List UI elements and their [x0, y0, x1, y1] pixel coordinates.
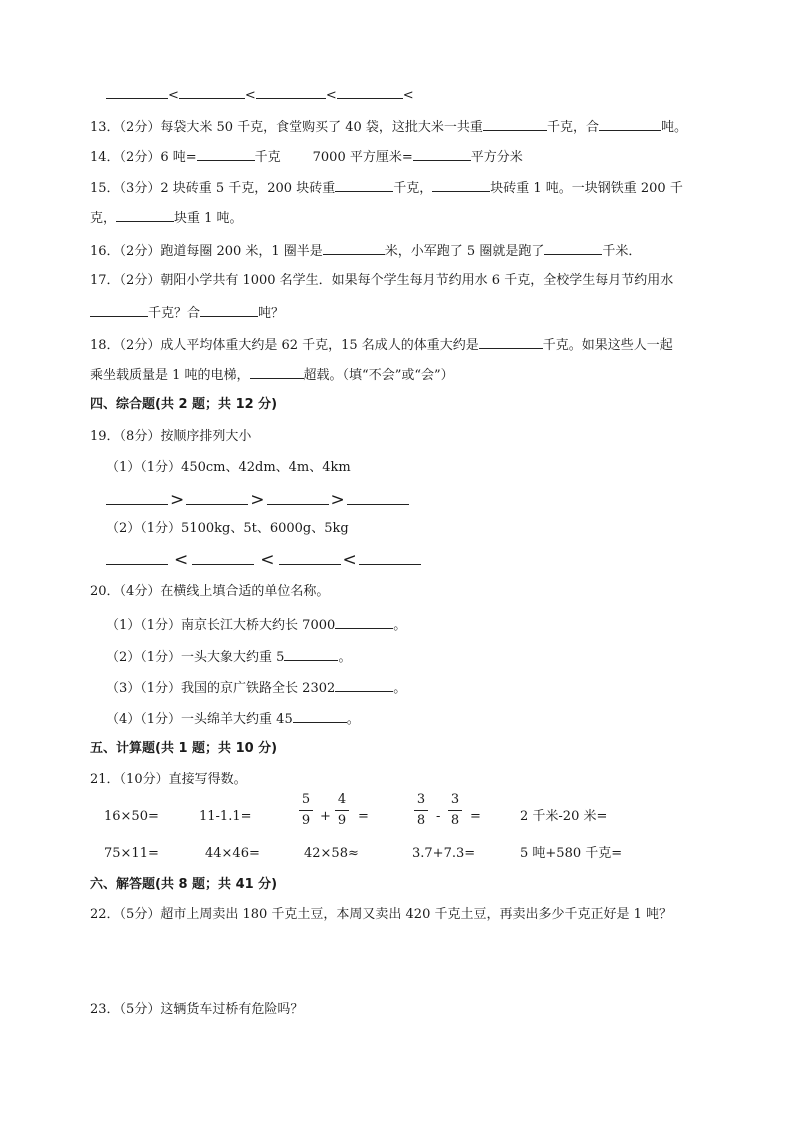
question-16	[90, 240, 641, 261]
question-19-order-row-2	[106, 550, 421, 571]
answer-blank[interactable]	[432, 177, 490, 192]
equals-sign: =	[470, 809, 481, 824]
answer-blank[interactable]	[335, 177, 393, 192]
denominator: 8	[450, 813, 460, 828]
answer-blank[interactable]	[250, 364, 304, 379]
question-text: 平方分米	[470, 150, 523, 165]
fraction	[335, 792, 349, 829]
question-text: （2）（1分）一头大象大约重 5	[106, 650, 285, 665]
answer-blank[interactable]	[116, 207, 174, 222]
question-19-sub-2: （2）（1分）5100kg、5t、6000g、5kg	[106, 521, 349, 536]
calc-item: 2 千米-20 米=	[520, 809, 608, 824]
answer-blank[interactable]	[347, 490, 409, 505]
answer-blank[interactable]	[200, 302, 258, 317]
greater-than-sign: >	[170, 490, 185, 510]
question-text: 18．（2分）成人平均体重大约是 62 千克，15 名成人的体重大约是	[90, 338, 479, 353]
question-text: 。	[393, 618, 407, 633]
answer-blank[interactable]	[106, 490, 168, 505]
numerator: 5	[301, 792, 311, 807]
answer-blank[interactable]	[267, 490, 329, 505]
question-text: 块砖重 1 吨。一块钢铁重 200 千	[490, 181, 683, 196]
calc-item: 44×46=	[205, 846, 260, 861]
question-text: （4）（1分）一头绵羊大约重 45	[106, 712, 293, 727]
question-text: 块重 1 吨。	[174, 211, 243, 226]
question-15-line-2	[90, 207, 243, 228]
question-13	[90, 116, 687, 137]
answer-blank[interactable]	[106, 84, 168, 99]
calc-item: 42×58≈	[304, 846, 359, 861]
answer-blank[interactable]	[284, 646, 338, 661]
answer-blank[interactable]	[337, 84, 403, 99]
answer-blank[interactable]	[323, 240, 385, 255]
question-21-title: 21．（10分）直接写得数。	[90, 772, 247, 787]
section-heading: 五、计算题(共 1 题；共 10 分)	[90, 741, 278, 756]
less-than-sign: <	[402, 88, 414, 103]
operator: +	[320, 809, 331, 824]
question-17-line-1	[90, 272, 673, 290]
answer-blank[interactable]	[544, 240, 602, 255]
top-order-row	[106, 84, 414, 105]
less-than-sign: <	[244, 88, 256, 103]
answer-blank[interactable]	[192, 550, 254, 565]
question-20-item	[106, 677, 406, 698]
less-than-sign: <	[342, 550, 357, 570]
question-text: 7000 平方厘米=	[312, 150, 413, 165]
question-text: 15．（3分）2 块砖重 5 千克，200 块砖重	[90, 181, 336, 196]
question-text: 克，	[90, 211, 117, 226]
less-than-sign: <	[260, 550, 275, 570]
numerator: 3	[450, 792, 460, 807]
question-text: 千米．	[602, 244, 642, 259]
answer-blank[interactable]	[599, 116, 661, 131]
question-19-title: 19．（8分）按顺序排列大小	[90, 429, 252, 444]
question-18-line-2	[90, 364, 454, 385]
question-text: 吨？	[258, 306, 285, 321]
question-19-order-row-1	[106, 490, 409, 511]
question-text: 超载。（填“不会”或“会”）	[303, 368, 454, 383]
equals-sign: =	[358, 809, 369, 824]
section-heading: 六、解答题(共 8 题；共 41 分)	[90, 877, 278, 892]
section-heading: 四、综合题(共 2 题；共 12 分)	[90, 397, 278, 412]
denominator: 8	[416, 813, 426, 828]
question-text: 千克，合	[546, 120, 599, 135]
calc-item: 11-1.1=	[199, 809, 252, 824]
answer-blank[interactable]	[279, 550, 341, 565]
operator: -	[436, 809, 441, 824]
fraction	[448, 792, 462, 829]
question-text: （1）（1分）南京长江大桥大约长 7000	[106, 618, 336, 633]
calc-item: 3.7+7.3=	[412, 846, 476, 861]
question-22: 22．（5分）超市上周卖出 180 千克土豆，本周又卖出 420 千克土豆，再卖出多少千克正好是 1 吨？	[90, 907, 673, 922]
question-20-item	[106, 614, 406, 635]
question-text: 千克？合	[148, 306, 201, 321]
answer-blank[interactable]	[256, 84, 326, 99]
calc-item: 75×11=	[104, 846, 159, 861]
answer-blank[interactable]	[106, 550, 168, 565]
answer-blank[interactable]	[90, 302, 148, 317]
question-20-title: 20．（4分）在横线上填合适的单位名称。	[90, 584, 330, 599]
question-text: （3）（1分）我国的京广铁路全长 2302	[106, 681, 336, 696]
denominator: 9	[337, 813, 347, 828]
greater-than-sign: >	[250, 490, 265, 510]
answer-blank[interactable]	[413, 146, 471, 161]
question-text: 米，小军跑了 5 圈就是跑了	[384, 244, 545, 259]
question-20-item	[106, 646, 351, 667]
answer-blank[interactable]	[293, 708, 347, 723]
answer-blank[interactable]	[483, 116, 547, 131]
answer-blank[interactable]	[359, 550, 421, 565]
answer-blank[interactable]	[179, 84, 245, 99]
less-than-sign: <	[174, 550, 189, 570]
answer-blank[interactable]	[479, 334, 543, 349]
question-text: 千克，	[393, 181, 433, 196]
question-text: 17．（2分）朝阳小学共有 1000 名学生．如果每个学生每月节约用水 6 千克，全校学生每月节约用水	[90, 273, 674, 288]
question-14	[90, 146, 523, 167]
answer-blank[interactable]	[197, 146, 255, 161]
question-17-line-2	[90, 302, 284, 323]
question-15-line-1	[90, 177, 683, 198]
fraction	[414, 792, 428, 829]
question-text: 吨。	[660, 120, 687, 135]
numerator: 4	[337, 792, 347, 807]
question-text: 14．（2分）6 吨=	[90, 150, 197, 165]
fraction	[299, 792, 313, 829]
question-20-item	[106, 708, 360, 729]
answer-blank[interactable]	[335, 677, 393, 692]
less-than-sign: <	[325, 88, 337, 103]
greater-than-sign: >	[330, 490, 345, 510]
question-text: 千克	[254, 150, 281, 165]
calc-item: 16×50=	[104, 809, 159, 824]
answer-blank[interactable]	[335, 614, 393, 629]
less-than-sign: <	[168, 88, 179, 103]
question-18-line-1	[90, 334, 673, 355]
calc-item: 5 吨+580 千克=	[520, 846, 623, 861]
numerator: 3	[416, 792, 426, 807]
question-text: 。	[338, 650, 352, 665]
question-text: 16．（2分）跑道每圈 200 米，1 圈半是	[90, 244, 323, 259]
answer-blank[interactable]	[186, 490, 248, 505]
question-text: 千克。如果这些人一起	[542, 338, 673, 353]
question-19-sub-1: （1）（1分）450cm、42dm、4m、4km	[106, 460, 351, 475]
question-text: 乘坐载质量是 1 吨的电梯，	[90, 368, 250, 383]
denominator: 9	[301, 813, 311, 828]
question-text: 。	[346, 712, 360, 727]
question-text: 13．（2分）每袋大米 50 千克，食堂购买了 40 袋，这批大米一共重	[90, 120, 483, 135]
question-23: 23．（5分）这辆货车过桥有危险吗？	[90, 1002, 304, 1017]
question-text: 。	[393, 681, 407, 696]
